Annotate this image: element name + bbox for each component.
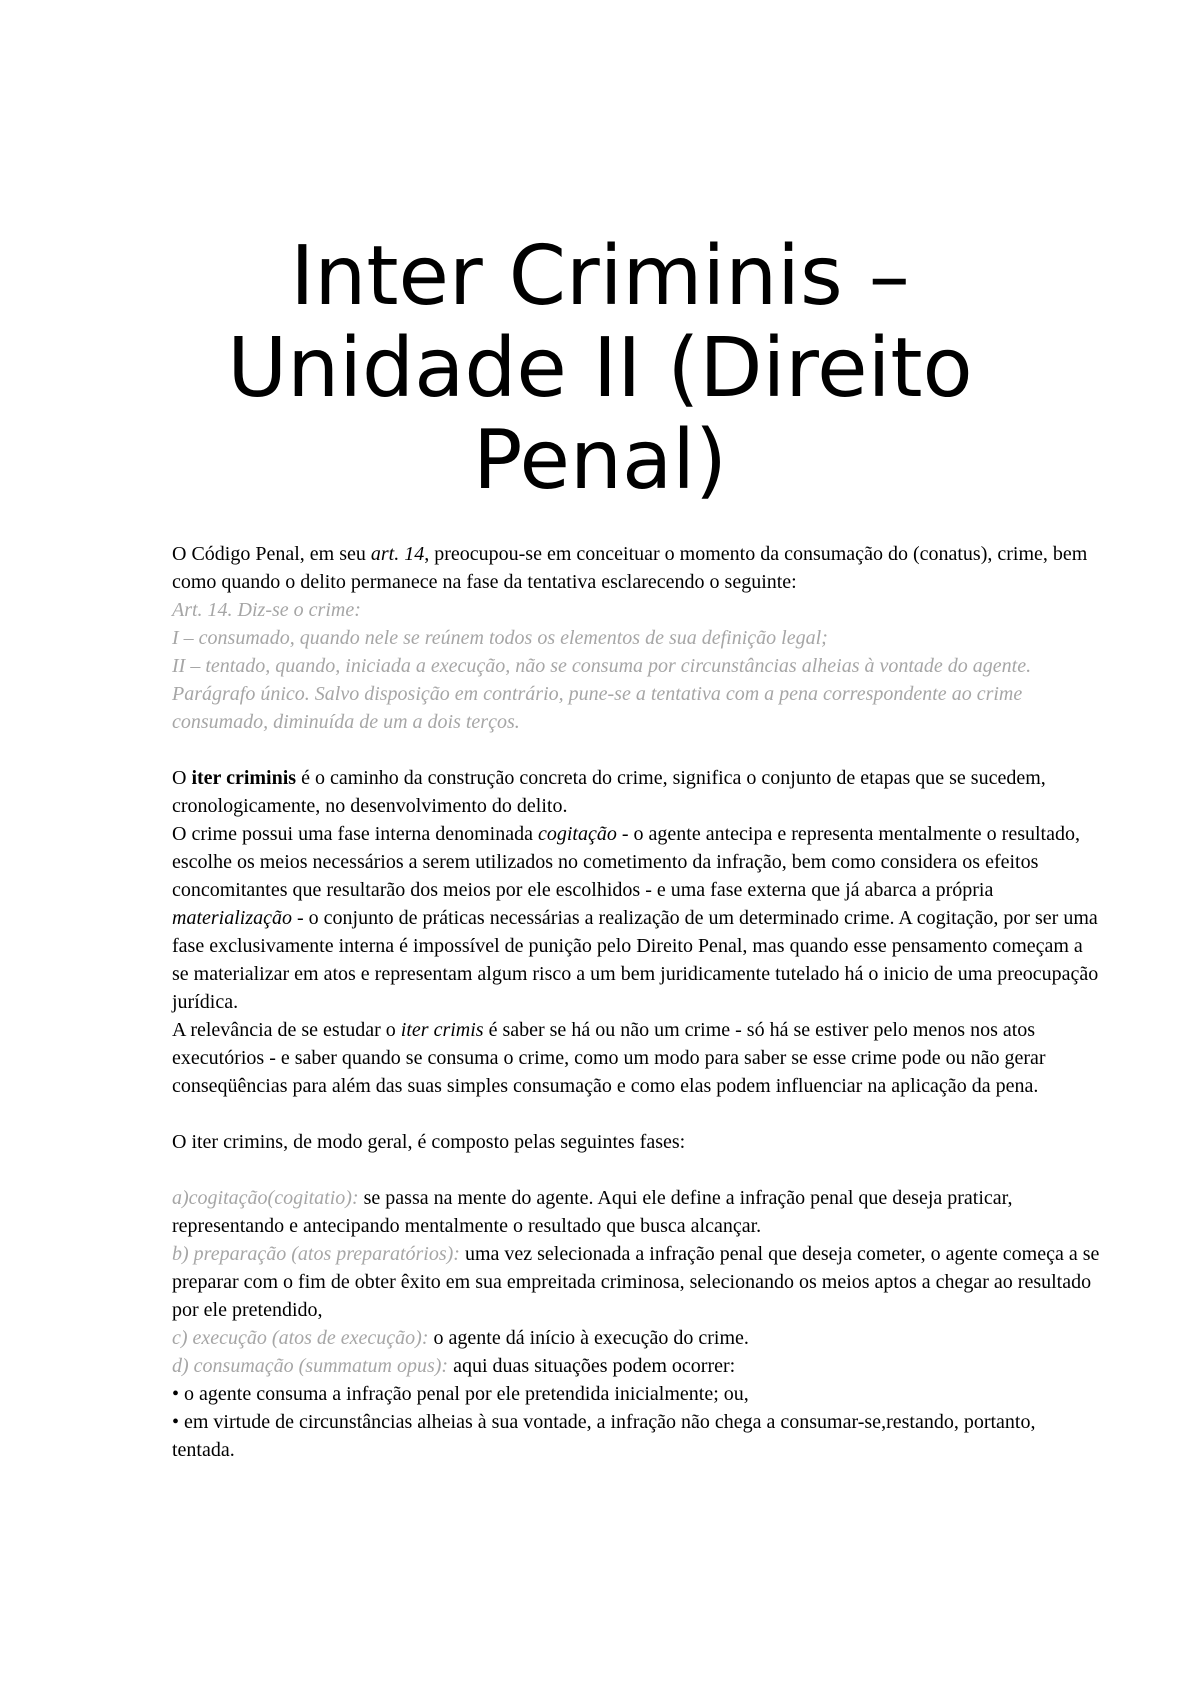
quote-line-2: I – consumado, quando nele se reúnem todos os elementos de sua definição legal; xyxy=(172,627,828,649)
quote-line-1: Art. 14. Diz-se o crime: xyxy=(172,599,361,621)
bullet-item-2: • em virtude de circunstâncias alheias à sua vontade, a infração não chega a consumar-se,restando, portanto, tentada. xyxy=(172,1411,1036,1461)
p1-bold-term: iter criminis xyxy=(191,767,297,789)
quote-line-3: II – tentado, quando, iniciada a execução, não se consuma por circunstâncias alheias à vontade do agente. xyxy=(172,655,1032,677)
paragraph-iter-criminis xyxy=(172,764,1102,820)
phase-b xyxy=(172,1240,1102,1324)
p3-italic-term: iter crimis xyxy=(400,1019,484,1041)
p2-text-a: O crime possui uma fase interna denominada xyxy=(172,823,538,845)
intro-text-b: , preocupou-se em conceituar o momento da consumação do (conatus), crime, bem como quando o delito permanece na fase da tentativa esclarecendo o seguinte: xyxy=(172,543,1088,593)
p2-text-c: - o conjunto de práticas necessárias a realização de um determinado crime. A cogitação, por ser uma fase exclusivamente interna é impossível de punição pelo Direito Penal, mas quando esse pensamento começam a se materializar em atos e representam algum risco a um bem juridicamente tutelado há o inicio de uma preocupação jurídica. xyxy=(172,907,1099,1013)
spacer xyxy=(172,1156,1102,1184)
phase-c xyxy=(172,1324,1102,1352)
document-body xyxy=(172,540,1102,1464)
phase-d-text: aqui duas situações podem ocorrer: xyxy=(448,1355,736,1377)
title-line-2: Unidade II (Direito xyxy=(227,320,973,416)
p1-text-a: O xyxy=(172,767,192,789)
intro-article-ref: art. 14 xyxy=(370,543,425,565)
phase-b-text: uma vez selecionada a infração penal que deseja cometer, o agente começa a se preparar com o fim de obter êxito em sua empreitada criminosa, selecionando os meios aptos a chegar ao resultado por ele pretendido, xyxy=(172,1243,1100,1321)
spacer xyxy=(172,1100,1102,1128)
phase-b-label: b) preparação (atos preparatórios): xyxy=(172,1243,460,1265)
intro-paragraph xyxy=(172,540,1102,596)
intro-text-a: O Código Penal, em seu xyxy=(172,543,371,565)
phase-d xyxy=(172,1352,1102,1380)
phase-a xyxy=(172,1184,1102,1240)
phase-a-text: se passa na mente do agente. Aqui ele define a infração penal que deseja praticar, representando e antecipando mentalmente o resultado que busca alcançar. xyxy=(172,1187,1013,1237)
phase-c-label: c) execução (atos de execução): xyxy=(172,1327,429,1349)
p2-italic-materializacao: materialização xyxy=(172,907,292,929)
spacer xyxy=(172,736,1102,764)
paragraph-relevance xyxy=(172,1016,1102,1100)
phases-intro: O iter crimins, de modo geral, é composto pelas seguintes fases: xyxy=(172,1131,686,1153)
p2-italic-cogitacao: cogitação xyxy=(538,823,617,845)
paragraph-phases-internal-external xyxy=(172,820,1102,1016)
page-title xyxy=(120,228,1080,508)
p3-text-a: A relevância de se estudar o xyxy=(172,1019,401,1041)
phase-d-label: d) consumação (summatum opus): xyxy=(172,1355,449,1377)
p3-text-b: é saber se há ou não um crime - só há se estiver pelo menos nos atos executórios - e saber quando se consuma o crime, como um modo para saber se esse crime pode ou não gerar conseqüências para além das suas simples consumação e como elas podem influenciar na aplicação da pena. xyxy=(172,1019,1046,1097)
title-line-1: Inter Criminis – xyxy=(290,228,910,324)
phase-c-text: o agente dá início à execução do crime. xyxy=(428,1327,749,1349)
phase-a-label: a)cogitação(cogitatio): xyxy=(172,1187,359,1209)
law-quote xyxy=(172,596,1102,736)
p1-text-b: é o caminho da construção concreta do crime, significa o conjunto de etapas que se sucedem, cronologicamente, no desenvolvimento do delito. xyxy=(172,767,1046,817)
bullet-item-1: • o agente consuma a infração penal por ele pretendida inicialmente; ou, xyxy=(172,1383,749,1405)
title-line-3: Penal) xyxy=(473,412,727,508)
quote-line-4: Parágrafo único. Salvo disposição em contrário, pune-se a tentativa com a pena correspondente ao crime consumado, diminuída de um a dois terços. xyxy=(172,683,1023,733)
p2-text-b: - o agente antecipa e representa mentalmente o resultado, escolhe os meios necessários a serem utilizados no cometimento da infração, bem como considera os efeitos concomitantes que resultarão dos meios por ele escolhidos - e uma fase externa que já abarca a própria xyxy=(172,823,1080,901)
